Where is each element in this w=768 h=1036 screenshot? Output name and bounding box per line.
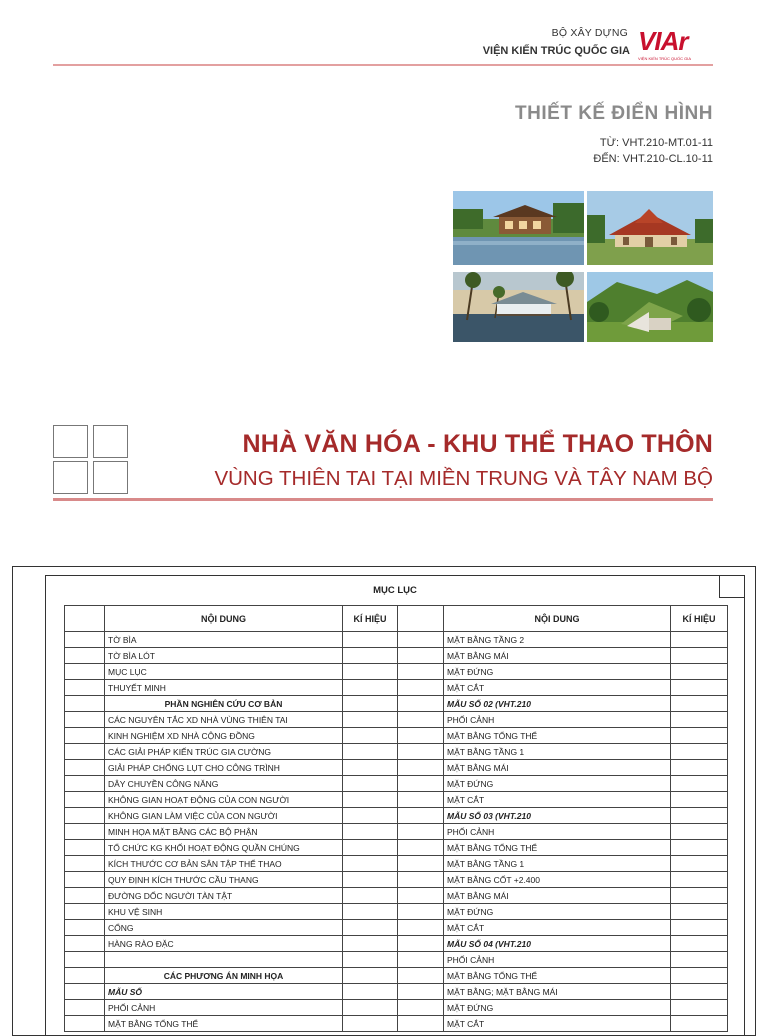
toc-index-left bbox=[65, 936, 105, 952]
toc-content-right: MẶT CẮT bbox=[444, 920, 671, 936]
toc-symbol-right bbox=[671, 856, 728, 872]
toc-index-right bbox=[398, 872, 444, 888]
toc-index-right bbox=[398, 696, 444, 712]
toc-row bbox=[65, 664, 728, 680]
toc-content-right: MẶT BẰNG TỔNG THỂ bbox=[444, 840, 671, 856]
toc-symbol-left bbox=[343, 792, 398, 808]
toc-symbol-right bbox=[671, 824, 728, 840]
toc-row bbox=[65, 840, 728, 856]
toc-content-right: MẶT ĐỨNG bbox=[444, 904, 671, 920]
toc-index-right bbox=[398, 888, 444, 904]
institute-name: VIỆN KIẾN TRÚC QUỐC GIA bbox=[482, 45, 630, 57]
toc-symbol-left bbox=[343, 856, 398, 872]
toc-index-left bbox=[65, 712, 105, 728]
toc-symbol-right bbox=[671, 680, 728, 696]
toc-row bbox=[65, 712, 728, 728]
ministry-name: BỘ XÂY DỰNG bbox=[551, 27, 628, 39]
toc-row bbox=[65, 904, 728, 920]
toc-content-right: MẶT BẰNG TẦNG 2 bbox=[444, 632, 671, 648]
toc-index-left bbox=[65, 872, 105, 888]
toc-symbol-left bbox=[343, 888, 398, 904]
toc-content-left: GIẢI PHÁP CHỐNG LỤT CHO CÔNG TRÌNH bbox=[105, 760, 343, 776]
toc-content-left: CÁC NGUYÊN TẮC XD NHÀ VÙNG THIÊN TAI bbox=[105, 712, 343, 728]
toc-content-left: KINH NGHIỆM XD NHÀ CỘNG ĐỒNG bbox=[105, 728, 343, 744]
toc-content-right: MẪU SỐ 02 (VHT.210 bbox=[444, 696, 671, 712]
toc-title: MỤC LỤC bbox=[373, 585, 417, 596]
toc-index-left bbox=[65, 776, 105, 792]
toc-symbol-right bbox=[671, 904, 728, 920]
toc-content-right: MẶT BẰNG TẦNG 1 bbox=[444, 744, 671, 760]
toc-content-right: MẶT BẰNG TẦNG 1 bbox=[444, 856, 671, 872]
toc-row bbox=[65, 888, 728, 904]
title-divider bbox=[53, 498, 713, 501]
toc-row bbox=[65, 632, 728, 648]
toc-row bbox=[65, 728, 728, 744]
toc-index-left bbox=[65, 808, 105, 824]
toc-symbol-left bbox=[343, 664, 398, 680]
toc-index-left bbox=[65, 664, 105, 680]
toc-row bbox=[65, 1000, 728, 1016]
photo-green-roof-building bbox=[587, 272, 713, 342]
toc-header-symbol-right: KÍ HIỆU bbox=[671, 606, 728, 632]
toc-symbol-right bbox=[671, 920, 728, 936]
toc-content-left: KÍCH THƯỚC CƠ BẢN SÂN TẬP THỂ THAO bbox=[105, 856, 343, 872]
toc-index-left bbox=[65, 824, 105, 840]
toc-symbol-left bbox=[343, 632, 398, 648]
toc-symbol-right bbox=[671, 840, 728, 856]
toc-symbol-left bbox=[343, 712, 398, 728]
toc-symbol-right bbox=[671, 888, 728, 904]
toc-symbol-left bbox=[343, 968, 398, 984]
toc-index-left bbox=[65, 888, 105, 904]
toc-index-left bbox=[65, 840, 105, 856]
toc-index-right bbox=[398, 776, 444, 792]
toc-index-left bbox=[65, 856, 105, 872]
toc-content-left: MINH HỌA MẶT BẰNG CÁC BỘ PHẬN bbox=[105, 824, 343, 840]
toc-content-right: MẶT BẰNG; MẶT BẰNG MÁI bbox=[444, 984, 671, 1000]
decorative-square bbox=[93, 461, 128, 494]
toc-symbol-left bbox=[343, 728, 398, 744]
toc-symbol-right bbox=[671, 648, 728, 664]
toc-symbol-left bbox=[343, 920, 398, 936]
from-code: TỪ: VHT.210-MT.01-11 bbox=[599, 137, 713, 149]
toc-content-right: MẶT BẰNG TỔNG THỂ bbox=[444, 968, 671, 984]
toc-content-left: CỔNG bbox=[105, 920, 343, 936]
logo-text: VIAr bbox=[638, 26, 688, 56]
toc-symbol-right bbox=[671, 936, 728, 952]
toc-symbol-right bbox=[671, 968, 728, 984]
toc-body bbox=[65, 632, 728, 1032]
toc-content-left: CÁC PHƯƠNG ÁN MINH HỌA bbox=[105, 968, 343, 984]
toc-row bbox=[65, 760, 728, 776]
toc-index-right bbox=[398, 680, 444, 696]
toc-header-content-right: NỘI DUNG bbox=[444, 606, 671, 632]
toc-header-index-right bbox=[398, 606, 444, 632]
toc-symbol-right bbox=[671, 760, 728, 776]
toc-header-index-left bbox=[65, 606, 105, 632]
toc-row bbox=[65, 792, 728, 808]
toc-symbol-right bbox=[671, 984, 728, 1000]
toc-symbol-left bbox=[343, 760, 398, 776]
toc-symbol-right bbox=[671, 808, 728, 824]
toc-symbol-left bbox=[343, 648, 398, 664]
toc-index-right bbox=[398, 792, 444, 808]
toc-header-row bbox=[65, 606, 728, 632]
toc-row bbox=[65, 696, 728, 712]
toc-symbol-right bbox=[671, 632, 728, 648]
toc-content-left: KHÔNG GIAN LÀM VIỆC CỦA CON NGƯỜI bbox=[105, 808, 343, 824]
toc-content-right: MẶT ĐỨNG bbox=[444, 776, 671, 792]
toc-symbol-right bbox=[671, 664, 728, 680]
toc-content-right: MẶT CẮT bbox=[444, 1016, 671, 1032]
toc-row bbox=[65, 680, 728, 696]
toc-symbol-right bbox=[671, 776, 728, 792]
toc-index-right bbox=[398, 664, 444, 680]
toc-index-right bbox=[398, 760, 444, 776]
toc-symbol-left bbox=[343, 824, 398, 840]
toc-content-right: MẶT CẮT bbox=[444, 792, 671, 808]
decorative-square bbox=[93, 425, 128, 458]
toc-index-left bbox=[65, 648, 105, 664]
toc-content-right: MẶT BẰNG MÁI bbox=[444, 648, 671, 664]
toc-symbol-left bbox=[343, 808, 398, 824]
toc-content-right: PHỐI CẢNH bbox=[444, 824, 671, 840]
toc-symbol-left bbox=[343, 952, 398, 968]
photo-red-roof-hall bbox=[587, 191, 713, 265]
toc-content-left: DÂY CHUYỀN CÔNG NĂNG bbox=[105, 776, 343, 792]
toc-row bbox=[65, 920, 728, 936]
toc-index-left bbox=[65, 632, 105, 648]
toc-content-right: MẶT BẰNG MÁI bbox=[444, 760, 671, 776]
toc-symbol-left bbox=[343, 744, 398, 760]
to-code: ĐẾN: VHT.210-CL.10-11 bbox=[593, 153, 713, 165]
toc-content-left bbox=[105, 952, 343, 968]
toc-symbol-right bbox=[671, 728, 728, 744]
toc-symbol-right bbox=[671, 872, 728, 888]
header-divider bbox=[53, 64, 713, 66]
toc-content-right: MẪU SỐ 04 (VHT.210 bbox=[444, 936, 671, 952]
toc-header-symbol-left: KÍ HIỆU bbox=[343, 606, 398, 632]
toc-content-left: TỜ BÌA bbox=[105, 632, 343, 648]
toc-symbol-left bbox=[343, 776, 398, 792]
toc-index-left bbox=[65, 952, 105, 968]
toc-index-right bbox=[398, 968, 444, 984]
toc-content-right: MẶT CẮT bbox=[444, 680, 671, 696]
toc-symbol-right bbox=[671, 1000, 728, 1016]
toc-symbol-left bbox=[343, 696, 398, 712]
toc-content-right: MẶT BẰNG TỔNG THỂ bbox=[444, 728, 671, 744]
toc-index-left bbox=[65, 760, 105, 776]
toc-row bbox=[65, 968, 728, 984]
main-title: NHÀ VĂN HÓA - KHU THỂ THAO THÔN bbox=[242, 430, 713, 458]
toc-symbol-left bbox=[343, 904, 398, 920]
toc-index-left bbox=[65, 904, 105, 920]
logo-subtext: VIỆN KIẾN TRÚC QUỐC GIA bbox=[638, 56, 692, 61]
toc-index-left bbox=[65, 920, 105, 936]
toc-index-right bbox=[398, 824, 444, 840]
toc-content-left: KHÔNG GIAN HOẠT ĐỘNG CỦA CON NGƯỜI bbox=[105, 792, 343, 808]
toc-index-left bbox=[65, 968, 105, 984]
toc-content-left: HÀNG RÀO ĐẶC bbox=[105, 936, 343, 952]
toc-content-left: TỔ CHỨC KG KHỐI HOẠT ĐỘNG QUẦN CHÚNG bbox=[105, 840, 343, 856]
toc-content-right: PHỐI CẢNH bbox=[444, 952, 671, 968]
decorative-square bbox=[53, 425, 88, 458]
toc-content-right: MẶT ĐỨNG bbox=[444, 1000, 671, 1016]
toc-symbol-right bbox=[671, 792, 728, 808]
toc-content-left: ĐƯỜNG DỐC NGƯỜI TÀN TẬT bbox=[105, 888, 343, 904]
toc-header-content-left: NỘI DUNG bbox=[105, 606, 343, 632]
toc-index-right bbox=[398, 920, 444, 936]
toc-row bbox=[65, 648, 728, 664]
toc-symbol-right bbox=[671, 952, 728, 968]
toc-content-left: PHẦN NGHIÊN CỨU CƠ BẢN bbox=[105, 696, 343, 712]
toc-symbol-left bbox=[343, 680, 398, 696]
toc-content-right: PHỐI CẢNH bbox=[444, 712, 671, 728]
toc-index-right bbox=[398, 856, 444, 872]
toc-row bbox=[65, 936, 728, 952]
toc-symbol-left bbox=[343, 1000, 398, 1016]
toc-index-right bbox=[398, 936, 444, 952]
toc-content-right: MẶT BẰNG CỐT +2.400 bbox=[444, 872, 671, 888]
decorative-square bbox=[53, 461, 88, 494]
toc-index-right bbox=[398, 728, 444, 744]
toc-content-right: MẶT ĐỨNG bbox=[444, 664, 671, 680]
photo-stilt-house bbox=[453, 272, 584, 342]
toc-index-right bbox=[398, 952, 444, 968]
toc-content-left: KHU VỆ SINH bbox=[105, 904, 343, 920]
toc-index-left bbox=[65, 696, 105, 712]
toc-index-right bbox=[398, 744, 444, 760]
toc-content-left: TỜ BÌA LÓT bbox=[105, 648, 343, 664]
toc-index-right bbox=[398, 840, 444, 856]
toc-index-left bbox=[65, 728, 105, 744]
toc-row bbox=[65, 808, 728, 824]
toc-index-right bbox=[398, 904, 444, 920]
toc-index-right bbox=[398, 632, 444, 648]
toc-row bbox=[65, 824, 728, 840]
toc-content-left: QUY ĐỊNH KÍCH THƯỚC CẦU THANG bbox=[105, 872, 343, 888]
toc-row bbox=[65, 984, 728, 1000]
toc-table bbox=[64, 605, 728, 1032]
toc-row bbox=[65, 952, 728, 968]
toc-index-right bbox=[398, 648, 444, 664]
toc-index-right bbox=[398, 984, 444, 1000]
toc-row bbox=[65, 872, 728, 888]
toc-symbol-right bbox=[671, 712, 728, 728]
toc-index-left bbox=[65, 792, 105, 808]
toc-index-left bbox=[65, 744, 105, 760]
toc-symbol-left bbox=[343, 984, 398, 1000]
toc-symbol-right bbox=[671, 696, 728, 712]
toc-row bbox=[65, 856, 728, 872]
toc-symbol-left bbox=[343, 936, 398, 952]
toc-symbol-left bbox=[343, 840, 398, 856]
toc-index-right bbox=[398, 1000, 444, 1016]
sub-title: VÙNG THIÊN TAI TẠI MIỀN TRUNG VÀ TÂY NAM BỘ bbox=[214, 467, 713, 490]
toc-index-left bbox=[65, 680, 105, 696]
toc-content-left: MẶT BẰNG TỔNG THỂ bbox=[105, 1016, 343, 1032]
toc-index-left bbox=[65, 984, 105, 1000]
toc-index-right bbox=[398, 712, 444, 728]
photo-riverside-house bbox=[453, 191, 584, 265]
toc-content-right: MẶT BẰNG MÁI bbox=[444, 888, 671, 904]
toc-row bbox=[65, 744, 728, 760]
toc-content-right: MẪU SỐ 03 (VHT.210 bbox=[444, 808, 671, 824]
document-type: THIẾT KẾ ĐIỂN HÌNH bbox=[515, 103, 713, 124]
toc-index-left bbox=[65, 1000, 105, 1016]
toc-content-left: THUYẾT MINH bbox=[105, 680, 343, 696]
toc-row bbox=[65, 776, 728, 792]
toc-content-left: MỤC LỤC bbox=[105, 664, 343, 680]
toc-content-left: MẪU SỐ bbox=[105, 984, 343, 1000]
toc-content-left: CÁC GIẢI PHÁP KIẾN TRÚC GIA CƯỜNG bbox=[105, 744, 343, 760]
toc-content-left: PHỐI CẢNH bbox=[105, 1000, 343, 1016]
toc-index-right bbox=[398, 808, 444, 824]
toc-symbol-left bbox=[343, 872, 398, 888]
toc-symbol-right bbox=[671, 744, 728, 760]
